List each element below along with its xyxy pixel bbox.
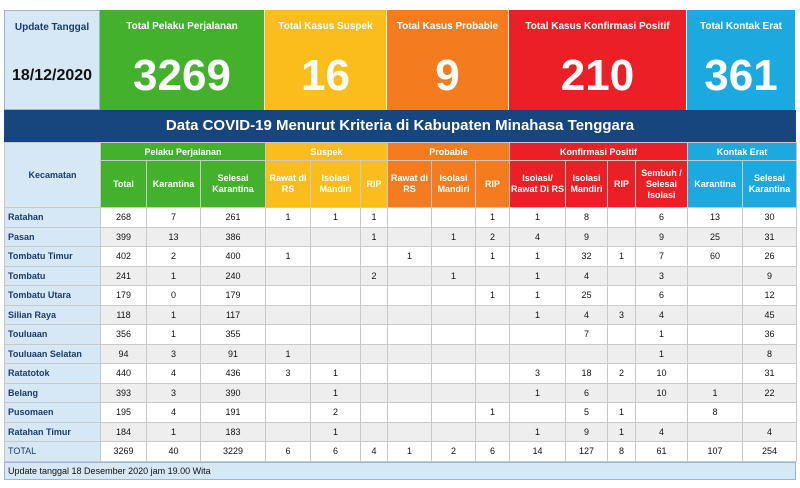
col-header: RIP xyxy=(476,161,510,208)
group-kontak: Kontak Erat xyxy=(688,143,797,161)
table-cell: 1 xyxy=(266,208,311,228)
table-cell: 2 xyxy=(476,227,510,247)
table-cell: 1 xyxy=(311,364,361,384)
table-cell xyxy=(608,383,636,403)
table-cell xyxy=(388,383,432,403)
table-cell: 1 xyxy=(432,227,476,247)
table-cell: 25 xyxy=(688,227,743,247)
covid-report xyxy=(4,10,796,480)
table-row xyxy=(5,227,797,247)
table-cell: 9 xyxy=(566,422,608,442)
kecamatan-name: Ratahan xyxy=(5,208,101,228)
kecamatan-name: Touluaan Selatan xyxy=(5,344,101,364)
table-cell: 4 xyxy=(566,305,608,325)
table-cell: 1 xyxy=(510,247,566,267)
table-cell: 2 xyxy=(432,442,476,462)
table-cell: 1 xyxy=(510,383,566,403)
pelaku-card xyxy=(100,10,265,110)
table-cell: 4 xyxy=(636,305,688,325)
table-cell: 184 xyxy=(101,422,147,442)
kecamatan-name: Tombatu Utara xyxy=(5,286,101,306)
total-row xyxy=(5,442,797,462)
table-cell: 1 xyxy=(311,208,361,228)
table-cell xyxy=(432,344,476,364)
table-cell xyxy=(608,266,636,286)
table-cell: 356 xyxy=(101,325,147,345)
col-header: Isolasi Mandiri xyxy=(566,161,608,208)
table-cell: 13 xyxy=(688,208,743,228)
table-cell: 31 xyxy=(743,227,797,247)
table-cell: 6 xyxy=(476,442,510,462)
table-cell: 31 xyxy=(743,364,797,384)
table-cell: 179 xyxy=(201,286,266,306)
table-cell xyxy=(388,305,432,325)
kontak-label: Total Kontak Erat xyxy=(699,21,783,32)
table-cell xyxy=(266,403,311,423)
konfirmasi-value: 210 xyxy=(560,51,635,100)
group-suspek: Suspek xyxy=(266,143,388,161)
table-cell xyxy=(688,325,743,345)
table-cell xyxy=(432,364,476,384)
table-row xyxy=(5,403,797,423)
table-cell: 1 xyxy=(266,247,311,267)
table-cell xyxy=(510,403,566,423)
table-cell: 4 xyxy=(636,422,688,442)
table-cell: 13 xyxy=(147,227,201,247)
table-cell: 6 xyxy=(636,208,688,228)
table-cell: 1 xyxy=(476,247,510,267)
table-cell: 254 xyxy=(743,442,797,462)
table-cell xyxy=(311,286,361,306)
table-cell xyxy=(688,266,743,286)
kecamatan-name: Pasan xyxy=(5,227,101,247)
col-header: Rawat di RS xyxy=(388,161,432,208)
table-cell: 6 xyxy=(311,442,361,462)
table-cell: 3 xyxy=(608,305,636,325)
table-cell: 261 xyxy=(201,208,266,228)
table-cell: 191 xyxy=(201,403,266,423)
table-cell xyxy=(266,383,311,403)
table-cell xyxy=(608,208,636,228)
table-cell: 7 xyxy=(147,208,201,228)
table-cell xyxy=(688,305,743,325)
table-cell: 1 xyxy=(311,383,361,403)
probable-value: 9 xyxy=(435,51,460,100)
table-cell: 127 xyxy=(566,442,608,462)
kontak-card xyxy=(687,10,796,110)
suspek-card xyxy=(265,10,387,110)
table-row xyxy=(5,344,797,364)
table-cell: 22 xyxy=(743,383,797,403)
table-cell xyxy=(688,286,743,306)
table-cell: 6 xyxy=(636,286,688,306)
table-cell: 61 xyxy=(636,442,688,462)
table-cell: 6 xyxy=(566,383,608,403)
table-cell: 36 xyxy=(743,325,797,345)
group-pelaku: Pelaku Perjalanan xyxy=(101,143,266,161)
table-cell: 26 xyxy=(743,247,797,267)
table-cell xyxy=(266,286,311,306)
table-cell: 1 xyxy=(510,286,566,306)
table-cell: 32 xyxy=(566,247,608,267)
kecamatan-name: Tombatu Timur xyxy=(5,247,101,267)
table-cell xyxy=(388,227,432,247)
table-cell xyxy=(432,422,476,442)
table-cell: 1 xyxy=(608,422,636,442)
table-cell: 436 xyxy=(201,364,266,384)
table-cell xyxy=(266,325,311,345)
suspek-label: Total Kasus Suspek xyxy=(278,21,373,32)
table-cell xyxy=(608,286,636,306)
kecamatan-name: Pusomaen xyxy=(5,403,101,423)
kecamatan-name: Touluaan xyxy=(5,325,101,345)
table-cell xyxy=(510,325,566,345)
table-cell: 1 xyxy=(510,266,566,286)
table-cell xyxy=(388,286,432,306)
table-cell: 4 xyxy=(566,266,608,286)
table-cell xyxy=(476,383,510,403)
table-cell: 1 xyxy=(147,305,201,325)
col-header: Isolasi Mandiri xyxy=(311,161,361,208)
table-cell: 179 xyxy=(101,286,147,306)
col-header: Karantina xyxy=(688,161,743,208)
data-table xyxy=(4,142,797,462)
table-cell xyxy=(432,247,476,267)
table-cell: 3 xyxy=(147,383,201,403)
table-cell: 355 xyxy=(201,325,266,345)
table-cell: 3269 xyxy=(101,442,147,462)
table-cell: 386 xyxy=(201,227,266,247)
update-date-label: Update Tanggal xyxy=(14,22,90,33)
probable-label: Total Kasus Probable xyxy=(396,21,499,32)
table-cell: 9 xyxy=(566,227,608,247)
table-row xyxy=(5,305,797,325)
group-probable: Probable xyxy=(388,143,510,161)
table-row xyxy=(5,383,797,403)
table-cell: 2 xyxy=(311,403,361,423)
table-cell: 1 xyxy=(147,325,201,345)
table-cell: 8 xyxy=(608,442,636,462)
table-cell xyxy=(476,422,510,442)
table-cell xyxy=(311,247,361,267)
table-cell: 1 xyxy=(608,403,636,423)
table-cell xyxy=(476,266,510,286)
pelaku-label: Total Pelaku Perjalanan xyxy=(126,21,238,32)
table-cell: 118 xyxy=(101,305,147,325)
col-header: Selesai Karantina xyxy=(201,161,266,208)
col-header: Karantina xyxy=(147,161,201,208)
table-cell xyxy=(311,305,361,325)
table-cell: 1 xyxy=(510,422,566,442)
table-cell xyxy=(432,286,476,306)
table-cell: 3229 xyxy=(201,442,266,462)
table-cell: 60 xyxy=(688,247,743,267)
table-cell xyxy=(388,403,432,423)
table-cell: 399 xyxy=(101,227,147,247)
table-cell xyxy=(688,364,743,384)
kecamatan-name: Ratahan Timur xyxy=(5,422,101,442)
table-cell xyxy=(432,208,476,228)
update-date-value: 18/12/2020 xyxy=(11,67,93,84)
table-cell: 4 xyxy=(510,227,566,247)
table-cell: 4 xyxy=(743,422,797,442)
table-cell xyxy=(388,266,432,286)
col-header: RIP xyxy=(361,161,388,208)
table-cell: 107 xyxy=(688,442,743,462)
table-cell: 1 xyxy=(510,208,566,228)
suspek-value: 16 xyxy=(301,51,350,100)
table-cell: 1 xyxy=(608,247,636,267)
table-cell xyxy=(476,325,510,345)
table-cell: 3 xyxy=(147,344,201,364)
report-title: Data COVID-19 Menurut Kriteria di Kabupaten Minahasa Tenggara xyxy=(4,110,796,142)
table-cell: 14 xyxy=(510,442,566,462)
col-header: Total xyxy=(101,161,147,208)
table-cell: 7 xyxy=(636,247,688,267)
table-cell: 3 xyxy=(266,364,311,384)
group-konfirmasi: Konfirmasi Positif xyxy=(510,143,688,161)
table-row xyxy=(5,364,797,384)
table-cell: 1 xyxy=(432,266,476,286)
konfirmasi-card xyxy=(509,10,687,110)
table-cell xyxy=(361,364,388,384)
table-cell: 390 xyxy=(201,383,266,403)
table-cell xyxy=(476,364,510,384)
table-cell: 4 xyxy=(147,364,201,384)
table-cell: 4 xyxy=(361,442,388,462)
kecamatan-name: Silian Raya xyxy=(5,305,101,325)
table-cell: 94 xyxy=(101,344,147,364)
col-header: Isolasi/ Rawat Di RS xyxy=(510,161,566,208)
table-cell: 1 xyxy=(311,422,361,442)
table-cell: 1 xyxy=(636,344,688,364)
table-cell xyxy=(388,325,432,345)
table-cell: 91 xyxy=(201,344,266,364)
konfirmasi-label: Total Kasus Konfirmasi Positif xyxy=(525,21,670,32)
table-cell: 4 xyxy=(147,403,201,423)
table-cell: 0 xyxy=(147,286,201,306)
table-cell: 1 xyxy=(510,305,566,325)
table-cell: 40 xyxy=(147,442,201,462)
table-cell xyxy=(743,403,797,423)
table-cell xyxy=(388,364,432,384)
table-cell: 12 xyxy=(743,286,797,306)
table-cell: 6 xyxy=(266,442,311,462)
table-cell: 183 xyxy=(201,422,266,442)
table-cell xyxy=(266,266,311,286)
table-cell: 25 xyxy=(566,286,608,306)
table-cell xyxy=(311,266,361,286)
table-row xyxy=(5,325,797,345)
table-cell xyxy=(608,227,636,247)
table-cell xyxy=(361,286,388,306)
table-cell xyxy=(476,305,510,325)
table-cell xyxy=(608,325,636,345)
table-cell: 402 xyxy=(101,247,147,267)
table-cell: 1 xyxy=(147,422,201,442)
table-cell xyxy=(432,305,476,325)
table-row xyxy=(5,208,797,228)
table-cell xyxy=(266,305,311,325)
table-cell xyxy=(361,247,388,267)
table-cell: 117 xyxy=(201,305,266,325)
table-cell: 1 xyxy=(476,403,510,423)
table-cell xyxy=(476,344,510,364)
table-cell: 30 xyxy=(743,208,797,228)
table-cell: 1 xyxy=(266,344,311,364)
table-cell: 240 xyxy=(201,266,266,286)
col-header: Selesai Karantina xyxy=(743,161,797,208)
kecamatan-name: Ratatotok xyxy=(5,364,101,384)
col-header: Sembuh / Selesai Isolasi xyxy=(636,161,688,208)
pelaku-value: 3269 xyxy=(133,51,231,100)
table-cell: 5 xyxy=(566,403,608,423)
table-body xyxy=(5,208,797,462)
table-cell: 10 xyxy=(636,383,688,403)
table-cell xyxy=(432,325,476,345)
table-cell xyxy=(361,422,388,442)
col-header: Rawat di RS xyxy=(266,161,311,208)
table-cell: 1 xyxy=(388,442,432,462)
table-cell xyxy=(432,403,476,423)
table-cell: 1 xyxy=(361,227,388,247)
table-cell xyxy=(636,403,688,423)
table-cell xyxy=(608,344,636,364)
table-cell: 400 xyxy=(201,247,266,267)
table-cell: 3 xyxy=(636,266,688,286)
table-cell xyxy=(388,344,432,364)
table-cell xyxy=(388,208,432,228)
table-cell: 1 xyxy=(147,266,201,286)
table-cell: 9 xyxy=(743,266,797,286)
table-cell xyxy=(688,344,743,364)
table-cell xyxy=(361,383,388,403)
table-cell: 8 xyxy=(743,344,797,364)
table-row xyxy=(5,286,797,306)
probable-card xyxy=(387,10,509,110)
table-cell: 2 xyxy=(608,364,636,384)
table-cell xyxy=(432,383,476,403)
kecamatan-header: Kecamatan xyxy=(5,143,101,208)
table-cell xyxy=(266,227,311,247)
table-cell: 8 xyxy=(688,403,743,423)
table-cell: 1 xyxy=(636,325,688,345)
table-cell: 3 xyxy=(510,364,566,384)
table-cell: 9 xyxy=(636,227,688,247)
table-cell: 1 xyxy=(476,286,510,306)
table-cell xyxy=(388,422,432,442)
kecamatan-name: TOTAL xyxy=(5,442,101,462)
kontak-value: 361 xyxy=(704,51,778,100)
table-cell xyxy=(311,227,361,247)
table-cell xyxy=(688,422,743,442)
table-cell: 7 xyxy=(566,325,608,345)
kecamatan-name: Belang xyxy=(5,383,101,403)
table-cell xyxy=(361,305,388,325)
table-cell: 2 xyxy=(147,247,201,267)
update-date-card xyxy=(4,10,100,110)
table-cell: 1 xyxy=(688,383,743,403)
table-cell xyxy=(311,325,361,345)
table-cell: 8 xyxy=(566,208,608,228)
table-cell: 10 xyxy=(636,364,688,384)
summary-cards xyxy=(4,10,796,110)
col-header: RIP xyxy=(608,161,636,208)
table-cell: 241 xyxy=(101,266,147,286)
table-cell xyxy=(311,344,361,364)
table-cell xyxy=(361,344,388,364)
col-header: Isolasi Mandiri xyxy=(432,161,476,208)
table-cell: 1 xyxy=(388,247,432,267)
kecamatan-name: Tombatu xyxy=(5,266,101,286)
table-cell xyxy=(361,403,388,423)
table-row xyxy=(5,422,797,442)
table-cell: 393 xyxy=(101,383,147,403)
footer-note: Update tanggal 18 Desember 2020 jam 19.00 Wita xyxy=(4,462,796,480)
table-cell: 2 xyxy=(361,266,388,286)
table-row xyxy=(5,266,797,286)
table-cell: 18 xyxy=(566,364,608,384)
table-cell: 1 xyxy=(476,208,510,228)
table-cell xyxy=(361,325,388,345)
table-cell: 440 xyxy=(101,364,147,384)
table-cell: 268 xyxy=(101,208,147,228)
table-cell xyxy=(510,344,566,364)
table-cell: 1 xyxy=(361,208,388,228)
table-cell xyxy=(266,422,311,442)
table-cell: 45 xyxy=(743,305,797,325)
table-cell: 195 xyxy=(101,403,147,423)
table-cell xyxy=(566,344,608,364)
table-row xyxy=(5,247,797,267)
